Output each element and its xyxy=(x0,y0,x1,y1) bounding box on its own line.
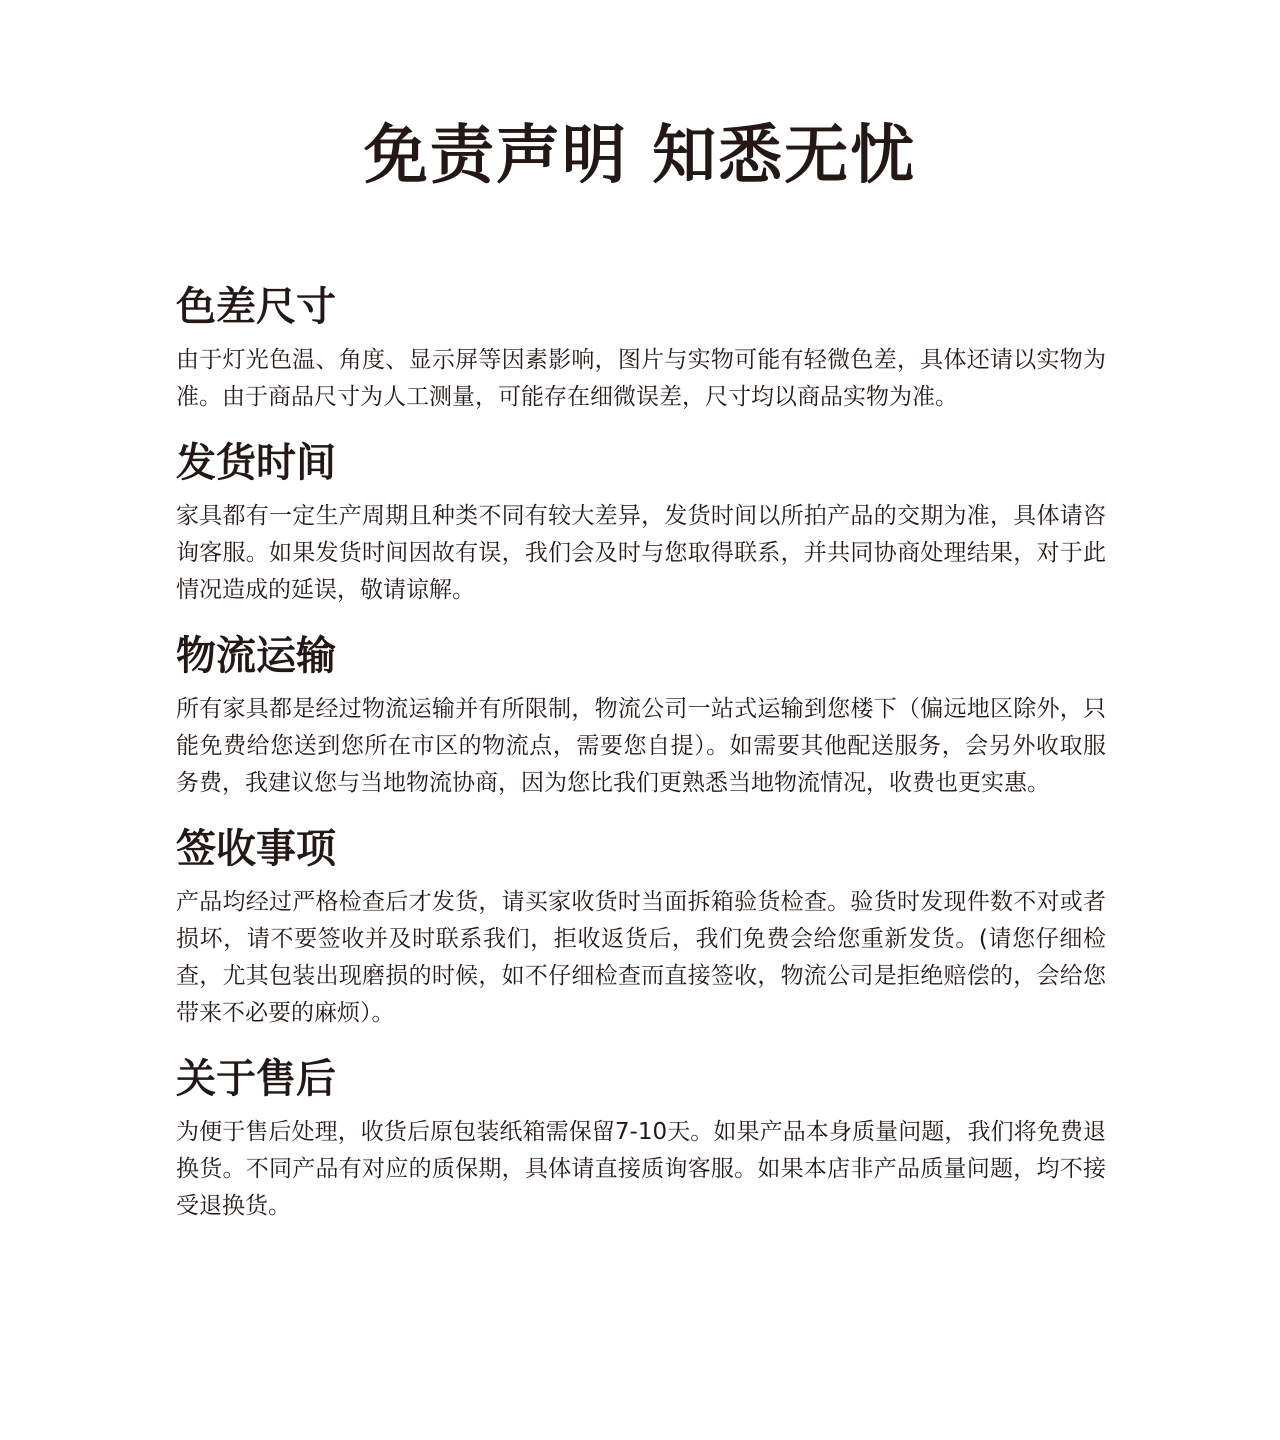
section-body: 家具都有一定生产周期且种类不同有较大差异，发货时间以所拍产品的交期为准，具体请咨询客服。如果发货时间因故有误，我们会及时与您取得联系，并共同协商处理结果，对于此情况造成的延误，敬请谅解。 xyxy=(176,503,1106,603)
section-color-size xyxy=(176,282,1106,416)
section-heading: 关于售后 xyxy=(176,1056,336,1102)
section-logistics xyxy=(176,631,1106,802)
section-body: 由于灯光色温、角度、显示屏等因素影响，图片与实物可能有轻微色差，具体还请以实物为准。由于商品尺寸为人工测量，可能存在细微误差，尺寸均以商品实物为准。 xyxy=(176,347,1106,410)
section-receipt xyxy=(176,824,1106,1032)
section-shipping-time xyxy=(176,438,1106,609)
sections-container xyxy=(176,282,1106,1247)
section-heading: 发货时间 xyxy=(176,440,336,486)
section-heading: 签收事项 xyxy=(176,826,336,872)
section-body: 所有家具都是经过物流运输并有所限制，物流公司一站式运输到您楼下（偏远地区除外，只能免费给您送到您所在市区的物流点，需要您自提）。如需要其他配送服务，会另外收取服务费，我建议您与当地物流协商，因为您比我们更熟悉当地物流情况，收费也更实惠。 xyxy=(176,696,1106,796)
section-heading: 色差尺寸 xyxy=(176,284,336,330)
section-body: 产品均经过严格检查后才发货，请买家收货时当面拆箱验货检查。验货时发现件数不对或者损坏，请不要签收并及时联系我们，拒收返货后，我们免费会给您重新发货。(请您仔细检查，尤其包装出现磨损的时候，如不仔细检查而直接签收，物流公司是拒绝赔偿的，会给您带来不必要的麻烦）。 xyxy=(176,889,1106,1026)
section-heading: 物流运输 xyxy=(176,633,336,679)
section-after-sales xyxy=(176,1054,1106,1225)
page-title: 免责声明 知悉无忧 xyxy=(363,119,917,193)
section-body: 为便于售后处理，收货后原包装纸箱需保留7-10天。如果产品本身质量问题，我们将免费退换货。不同产品有对应的质保期，具体请直接质询客服。如果本店非产品质量问题，均不接受退换货。 xyxy=(176,1119,1106,1219)
